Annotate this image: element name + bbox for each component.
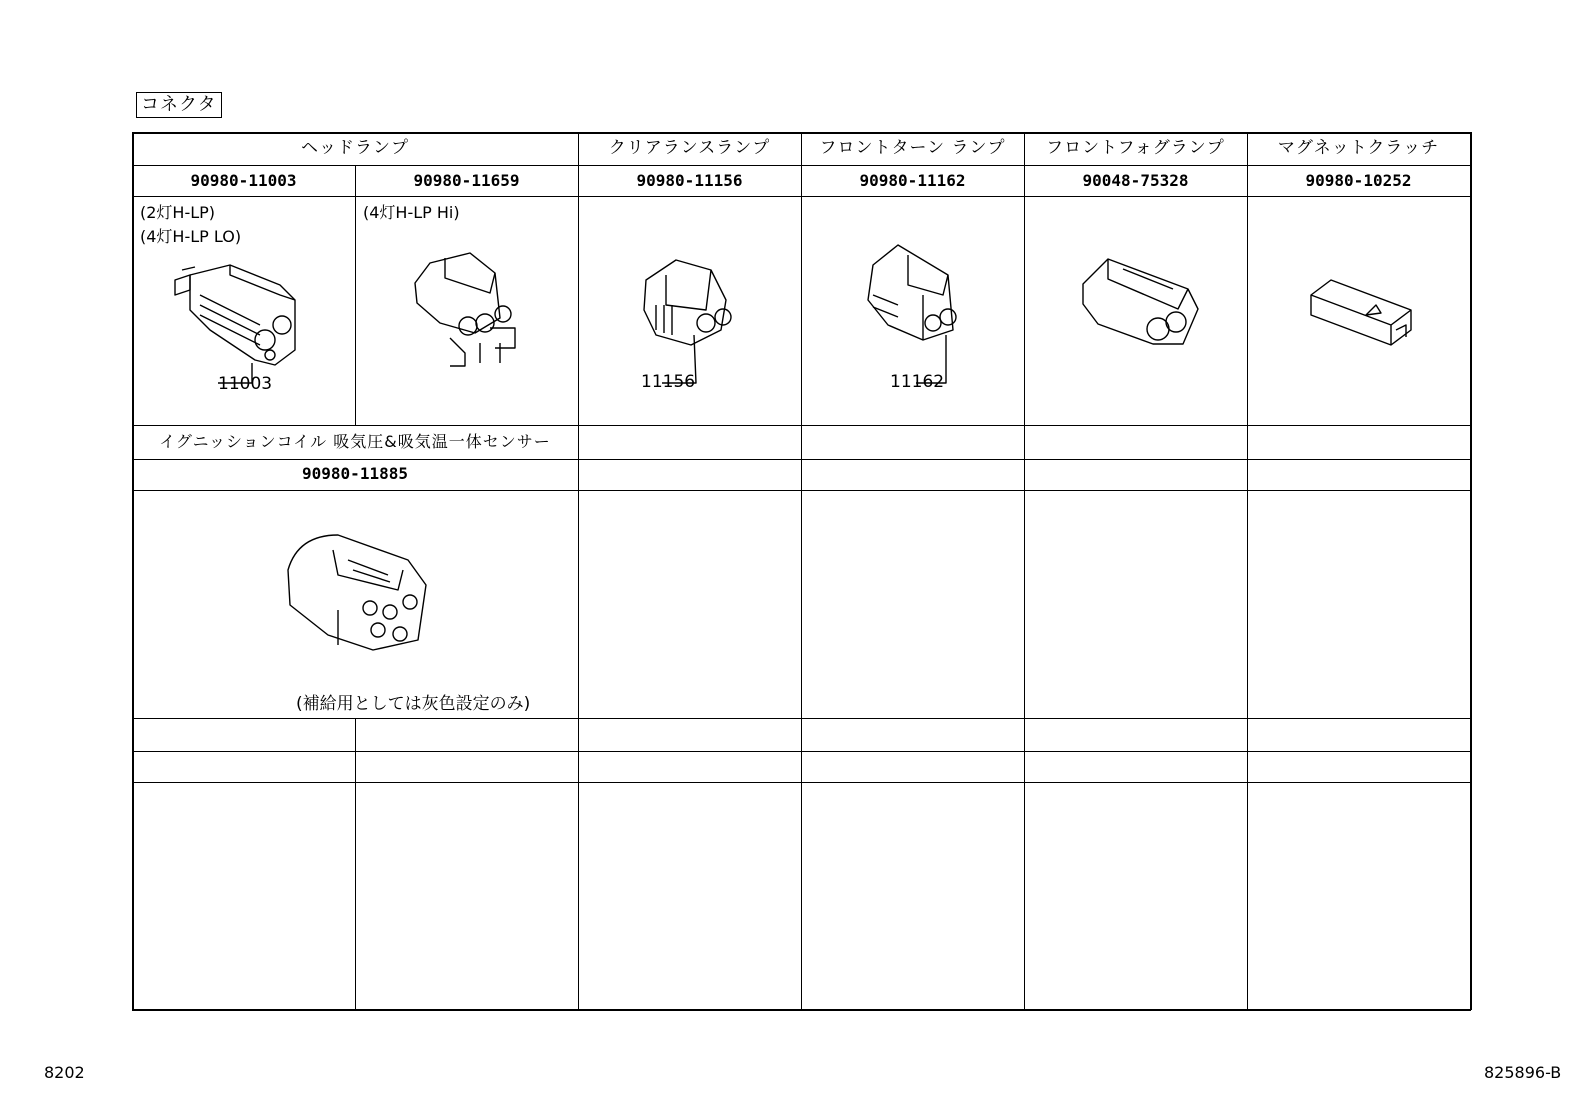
header-magnet-clutch: マグネットクラッチ — [1277, 138, 1440, 158]
connector-10252-drawing — [1306, 275, 1416, 355]
header-headlamp: ヘッドランプ — [301, 138, 409, 158]
grid-line — [1247, 132, 1248, 1010]
header-front-turn-lamp: フロントターン ランプ — [819, 138, 1006, 158]
part-number: 90048-75328 — [1082, 171, 1189, 190]
header-front-fog-lamp: フロントフォグランプ — [1046, 138, 1225, 158]
part-number: 90980-10252 — [1305, 171, 1412, 190]
part-number: 90980-11162 — [859, 171, 966, 190]
part-number: 90980-11885 — [302, 464, 408, 483]
supply-note: (補給用としては灰色設定のみ) — [296, 694, 531, 714]
header-ignition-coil-sensor: イグニッションコイル 吸気圧&吸気温一体センサー — [159, 432, 551, 451]
part-number: 90980-11156 — [636, 171, 743, 190]
page-number-left: 8202 — [44, 1063, 85, 1082]
grid-line — [801, 132, 802, 1010]
connector-75328-drawing — [1078, 254, 1208, 354]
grid-line — [355, 718, 356, 1010]
section-title: コネクタ — [136, 92, 222, 118]
variant-note: (2灯H-LP) — [140, 203, 216, 222]
grid-line — [132, 132, 134, 1010]
connector-11885-drawing — [278, 530, 438, 660]
part-number: 90980-11003 — [190, 171, 297, 190]
part-number: 90980-11659 — [413, 171, 520, 190]
callout-label: 11156 — [641, 372, 696, 392]
document-code-right: 825896-B — [1484, 1063, 1562, 1082]
variant-note: (4灯H-LP LO) — [140, 227, 242, 246]
callout-label: 11162 — [890, 372, 945, 392]
callout-label: 11003 — [218, 374, 273, 394]
grid-line — [1470, 132, 1472, 1010]
connector-11659-drawing — [405, 248, 535, 378]
grid-line — [578, 132, 579, 1010]
grid-line — [1024, 132, 1025, 1010]
grid-line — [355, 165, 356, 426]
variant-note: (4灯H-LP Hi) — [363, 203, 460, 222]
header-clearance-lamp: クリアランスランプ — [608, 138, 771, 158]
